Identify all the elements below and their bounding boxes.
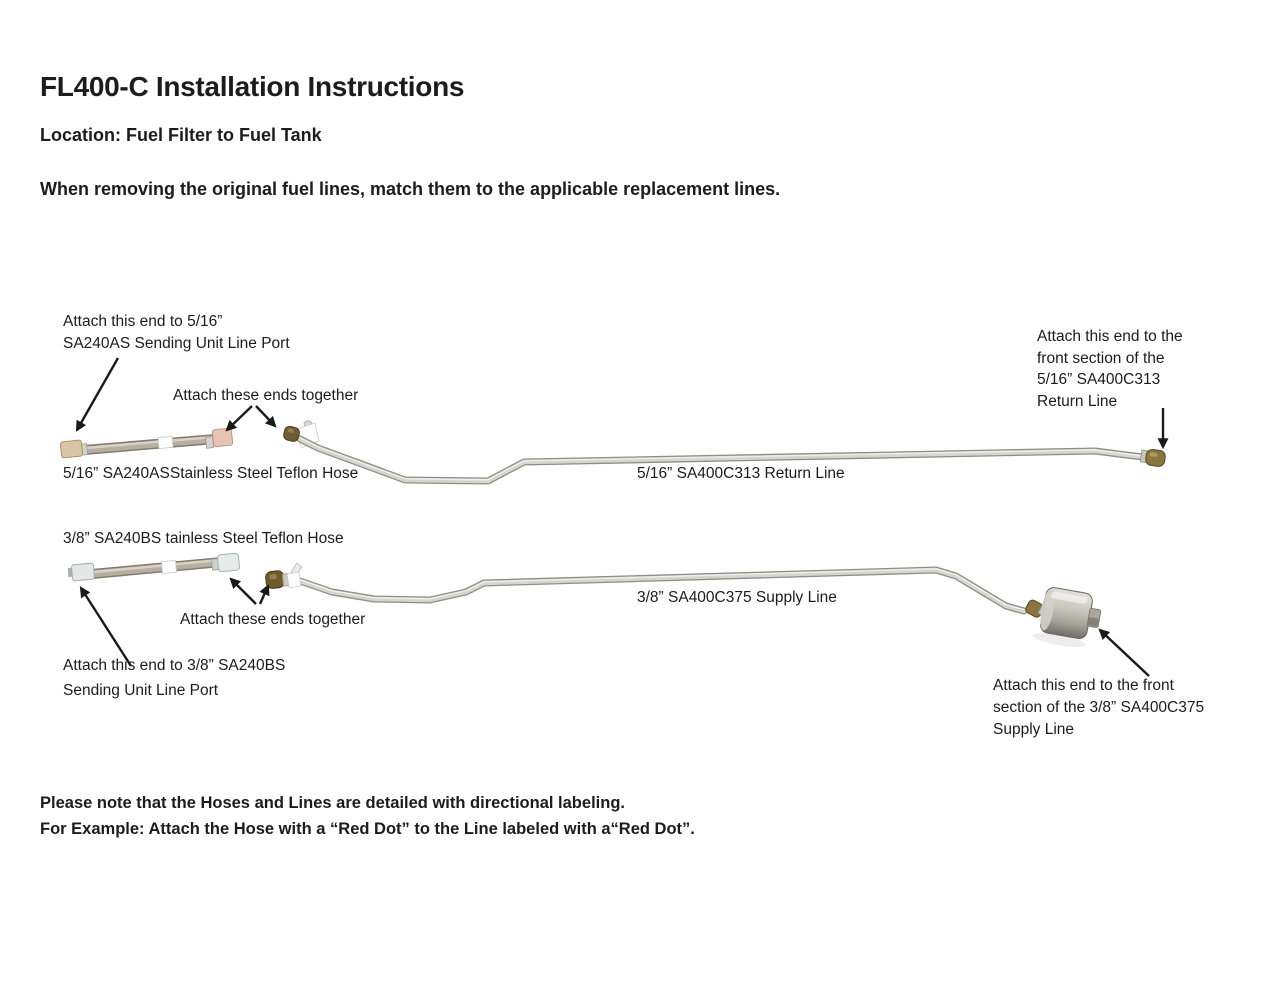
label-top-hose: 5/16” SA240ASStainless Steel Teflon Hose — [63, 465, 359, 482]
page-title: FL400-C Installation Instructions — [40, 71, 465, 102]
annotation-line: Sending Unit Line Port — [63, 682, 219, 699]
top-hose-graphic — [60, 428, 233, 458]
pink-fitting — [212, 428, 233, 447]
annotation-line: 5/16” SA400C313 — [1037, 371, 1161, 388]
label-bottom-hose: 3/8” SA240BS tainless Steel Teflon Hose — [63, 530, 344, 547]
annotation-line: section of the 3/8” SA400C375 — [993, 699, 1205, 716]
footer-note — [40, 791, 695, 842]
annotation-return-line-end — [1037, 326, 1183, 412]
annotation-line: Supply Line — [993, 721, 1075, 738]
silver-fitting — [71, 563, 94, 581]
label-return-line: 5/16” SA400C313 Return Line — [637, 465, 845, 482]
footer-note-line: Please note that the Hoses and Lines are detailed with directional labeling. — [40, 794, 625, 812]
annotation-line: Attach this end to 5/16” — [63, 313, 223, 330]
annotation-line: SA240AS Sending Unit Line Port — [63, 335, 290, 352]
arrow-fuel-filter — [1100, 630, 1149, 676]
line-label-band — [287, 572, 301, 588]
hose-collar — [205, 437, 213, 449]
annotation-bottom-hose-end — [63, 653, 285, 703]
footer-note-line: For Example: Attach the Hose with a “Red Dot” to the Line labeled with a“Red Dot”. — [40, 819, 695, 838]
annotation-line: front section of the — [1037, 349, 1165, 367]
arrow-top-ends-together-left — [227, 406, 252, 430]
location-line: Location: Fuel Filter to Fuel Tank — [40, 125, 322, 145]
annotation-top-hose-end — [63, 311, 290, 355]
hose-label-band — [158, 436, 173, 448]
arrow-top-hose-left-end — [77, 358, 118, 430]
intro-line: When removing the original fuel lines, match them to the applicable replacement lines. — [40, 179, 781, 199]
fuel-filter-graphic — [1032, 585, 1104, 651]
annotation-bottom-ends-together: Attach these ends together — [180, 611, 366, 628]
bottom-hose-graphic — [68, 553, 240, 581]
silver-fitting — [217, 553, 239, 572]
annotation-line: Attach this end to the front — [993, 677, 1174, 694]
annotation-top-ends-together: Attach these ends together — [173, 387, 359, 404]
arrow-bottom-ends-together-left — [231, 579, 256, 604]
hose-label-band — [162, 560, 177, 573]
line-end-fitting — [1140, 448, 1166, 467]
annotation-fuel-filter-end — [993, 675, 1204, 741]
tan-fitting — [60, 440, 83, 458]
annotation-line: Return Line — [1037, 392, 1118, 410]
annotation-line: Attach this end to 3/8” SA240BS — [63, 657, 286, 674]
annotation-line: Attach this end to the — [1037, 328, 1183, 345]
arrow-bottom-ends-together-right — [260, 586, 268, 604]
label-supply-line: 3/8” SA400C375 Supply Line — [637, 589, 837, 606]
arrow-top-ends-together-right — [256, 406, 275, 426]
